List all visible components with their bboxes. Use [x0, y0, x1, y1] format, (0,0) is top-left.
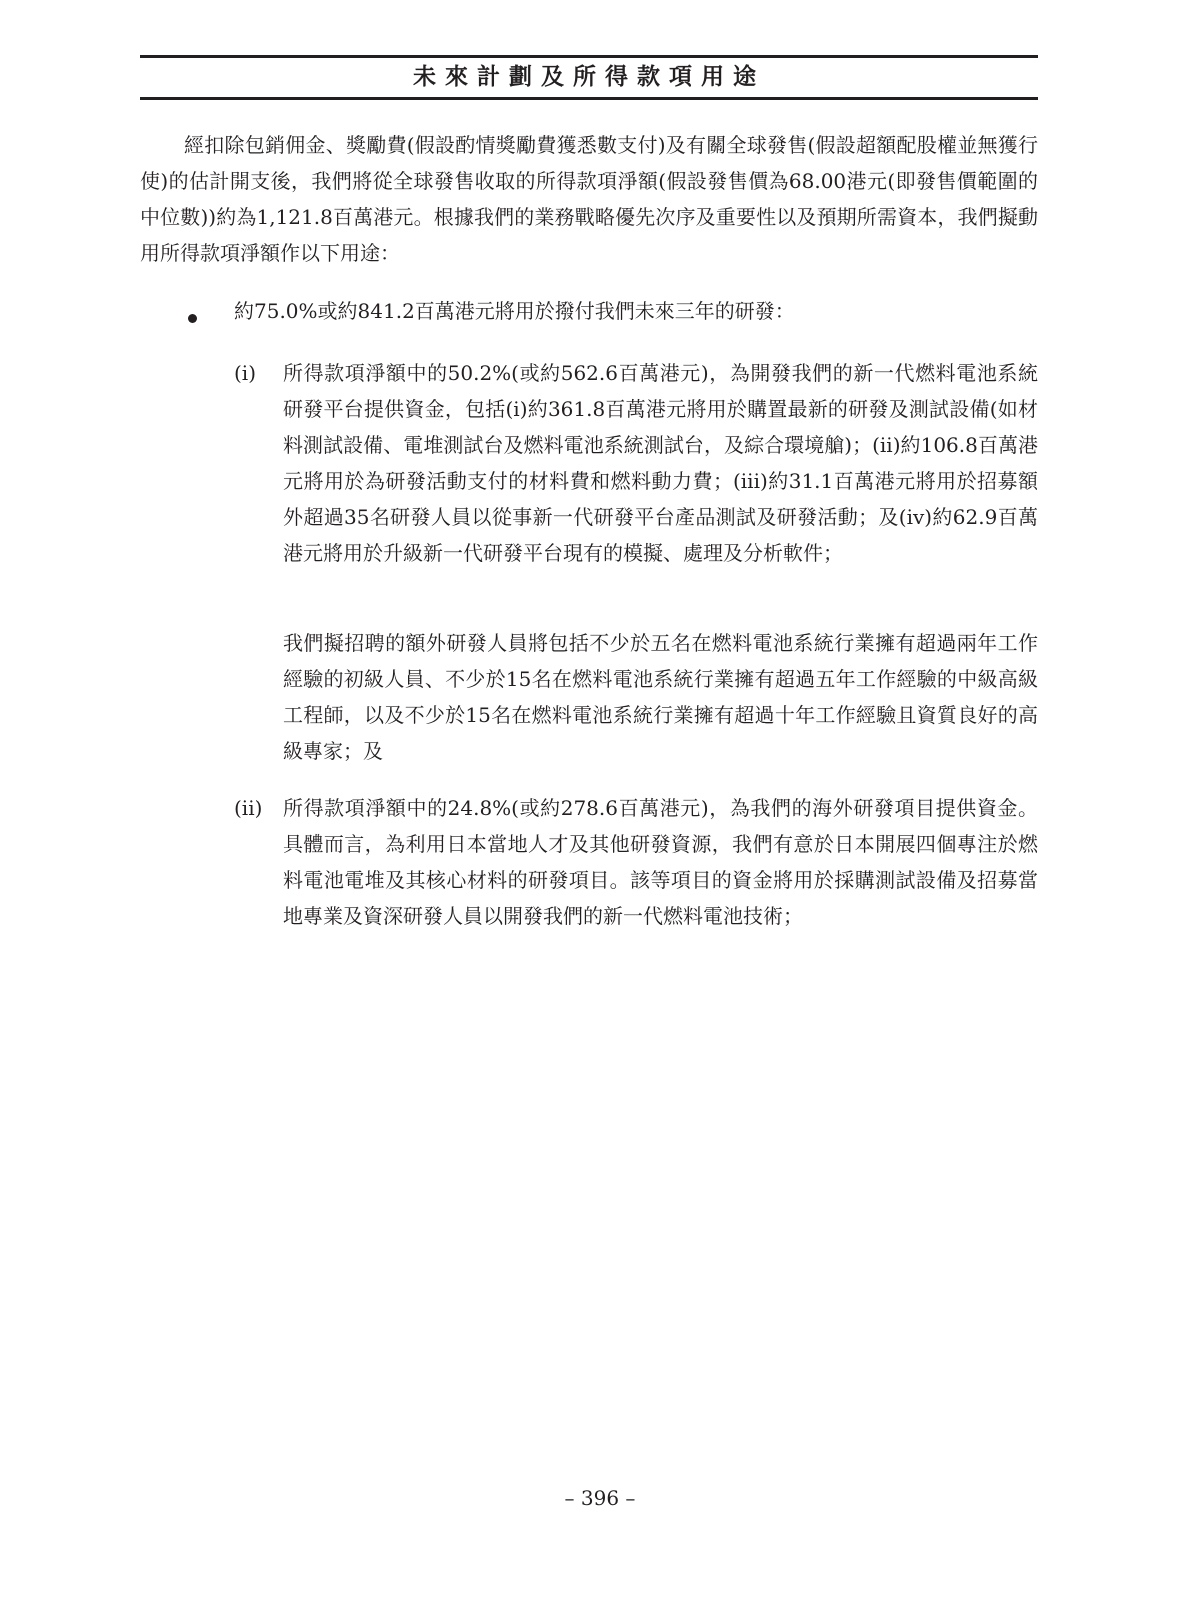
- item-i-text: 所得款項淨額中的50.2%(或約562.6百萬港元)，為開發我們的新一代燃料電池系統研發平台提供資金，包括(i)約361.8百萬港元將用於購置最新的研發及測試設備(如材料測試設備、電堆測試台及燃料電池系統測試台，及綜合環境艙)；(ii)約106.8百萬港元將用於為研發活動支付的材料費和燃料動力費；(iii)約31.1百萬港元將用於招募額外超過35名研發人員以從事新一代研發平台產品測試及研發活動；及(iv)約62.9百萬港元將用於升級新一代研發平台現有的模擬、處理及分析軟件；: [283, 361, 1038, 565]
- header-top-rule: [140, 55, 1038, 58]
- item-marker-ii: (ii): [234, 796, 263, 820]
- intro-paragraph: 經扣除包銷佣金、獎勵費(假設酌情獎勵費獲悉數支付)及有關全球發售(假設超額配股權並無獲行使)的估計開支後，我們將從全球發售收取的所得款項淨額(假設發售價為68.00港元(即發售價範圍的中位數))約為1,121.8百萬港元。根據我們的業務戰略優先次序及重要性以及預期所需資本，我們擬動用所得款項淨額作以下用途：: [140, 133, 1038, 265]
- bullet-icon: [188, 314, 197, 323]
- bullet-item: 約75.0%或約841.2百萬港元將用於撥付我們未來三年的研發：: [234, 299, 795, 323]
- header-bottom-rule: [140, 97, 1038, 100]
- page-title: 未來計劃及所得款項用途: [413, 64, 765, 90]
- page-number: – 396 –: [564, 1486, 636, 1510]
- item-ii-text: 所得款項淨額中的24.8%(或約278.6百萬港元)，為我們的海外研發項目提供資金。具體而言，為利用日本當地人才及其他研發資源，我們有意於日本開展四個專注於燃料電池電堆及其核心材料的研發項目。該等項目的資金將用於採購測試設備及招募當地專業及資深研發人員以開發我們的新一代燃料電池技術；: [283, 796, 1038, 928]
- item-marker-i: (i): [234, 361, 257, 385]
- item-i-extra-text: 我們擬招聘的額外研發人員將包括不少於五名在燃料電池系統行業擁有超過兩年工作經驗的初級人員、不少於15名在燃料電池系統行業擁有超過五年工作經驗的中級高級工程師，以及不少於15名在燃料電池系統行業擁有超過十年工作經驗且資質良好的高級專家；及: [283, 631, 1038, 763]
